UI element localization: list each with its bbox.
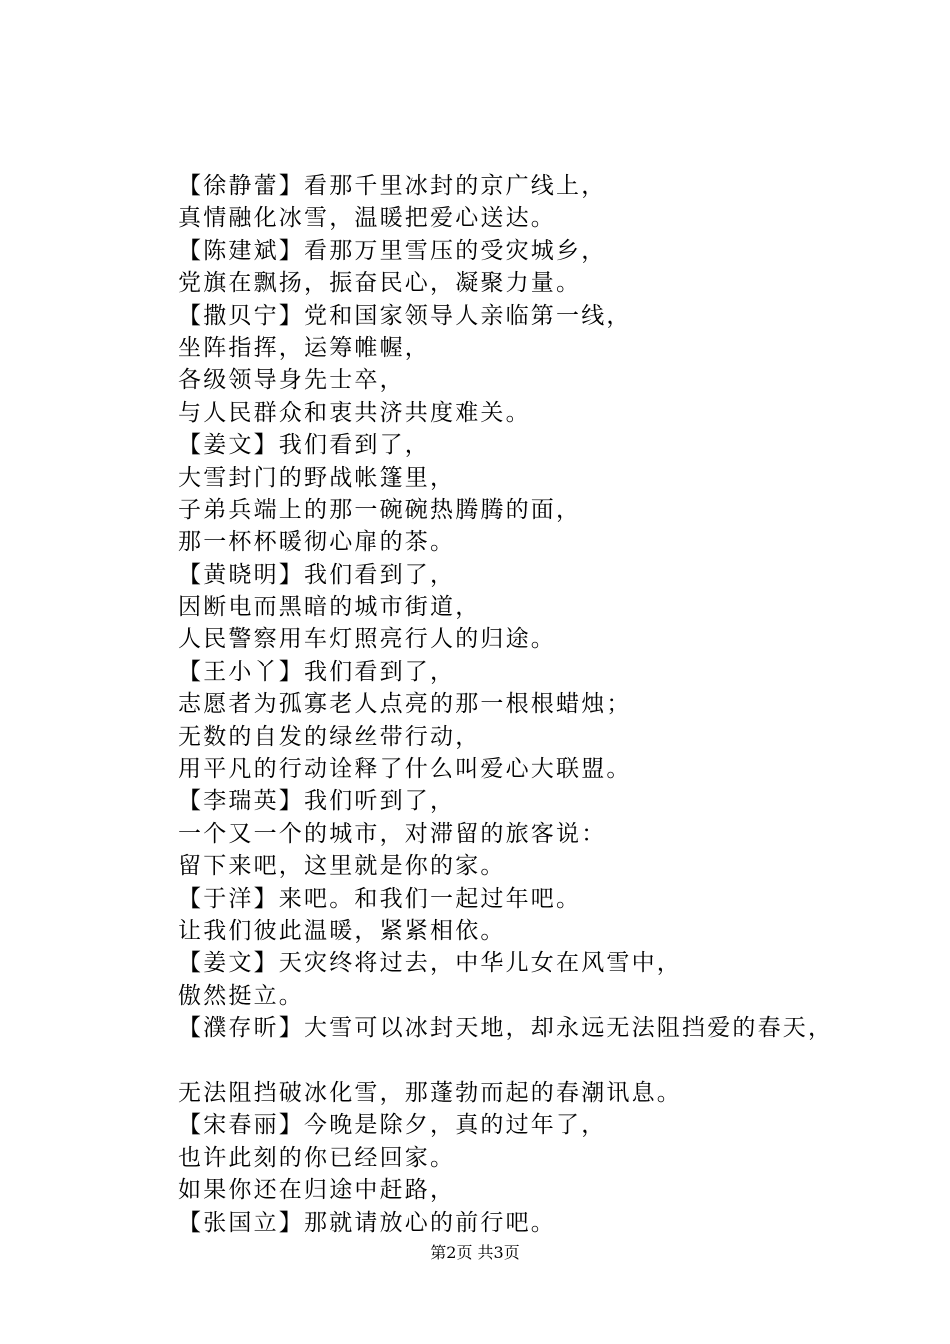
script-line: 【王小丫】我们看到了， xyxy=(178,658,456,685)
script-line: 无数的自发的绿丝带行动， xyxy=(178,723,481,750)
script-line: 如果你还在归途中赶路， xyxy=(178,1177,456,1204)
script-line: 与人民群众和衷共济共度难关。 xyxy=(178,399,531,426)
script-line: 留下来吧，这里就是你的家。 xyxy=(178,853,506,880)
script-line: 【黄晓明】我们看到了， xyxy=(178,561,456,588)
script-line: 因断电而黑暗的城市街道， xyxy=(178,594,481,621)
script-line: 【宋春丽】今晚是除夕，真的过年了， xyxy=(178,1112,607,1139)
page-number-footer: 第2页 共3页 xyxy=(430,1243,520,1262)
script-line: 志愿者为孤寡老人点亮的那一根根蜡烛； xyxy=(178,691,632,718)
script-line: 【濮存昕】大雪可以冰封天地，却永远无法阻挡爱的春天， xyxy=(178,1015,834,1042)
script-line: 【于洋】来吧。和我们一起过年吧。 xyxy=(178,885,582,912)
script-line: 也许此刻的你已经回家。 xyxy=(178,1144,456,1171)
script-line: 一个又一个的城市，对滞留的旅客说： xyxy=(178,820,607,847)
script-line: 傲然挺立。 xyxy=(178,982,304,1009)
script-line: 人民警察用车灯照亮行人的归途。 xyxy=(178,626,556,653)
script-line: 【张国立】那就请放心的前行吧。 xyxy=(178,1209,556,1236)
script-line: 【徐静蕾】看那千里冰封的京广线上， xyxy=(178,173,607,199)
script-line: 真情融化冰雪，温暖把爱心送达。 xyxy=(178,205,556,232)
script-line: 让我们彼此温暖，紧紧相依。 xyxy=(178,917,506,944)
script-line: 坐阵指挥，运筹帷幄， xyxy=(178,334,430,361)
script-line: 【陈建斌】看那万里雪压的受灾城乡， xyxy=(178,237,607,264)
script-line: 大雪封门的野战帐篷里， xyxy=(178,464,456,491)
script-line: 子弟兵端上的那一碗碗热腾腾的面， xyxy=(178,496,582,523)
script-body xyxy=(178,170,898,1239)
script-line: 【姜文】天灾终将过去，中华儿女在风雪中， xyxy=(178,950,682,977)
script-line: 【撒贝宁】党和国家领导人亲临第一线， xyxy=(178,302,632,329)
script-line: 那一杯杯暖彻心扉的茶。 xyxy=(178,529,456,556)
script-line: 【姜文】我们看到了， xyxy=(178,432,430,459)
blank-line xyxy=(178,1045,898,1077)
script-line: 用平凡的行动诠释了什么叫爱心大联盟。 xyxy=(178,756,632,783)
script-line: 无法阻挡破冰化雪，那蓬勃而起的春潮讯息。 xyxy=(178,1079,682,1106)
script-line: 党旗在飘扬，振奋民心，凝聚力量。 xyxy=(178,270,582,297)
script-line: 各级领导身先士卒， xyxy=(178,367,405,394)
script-line: 【李瑞英】我们听到了， xyxy=(178,788,456,815)
